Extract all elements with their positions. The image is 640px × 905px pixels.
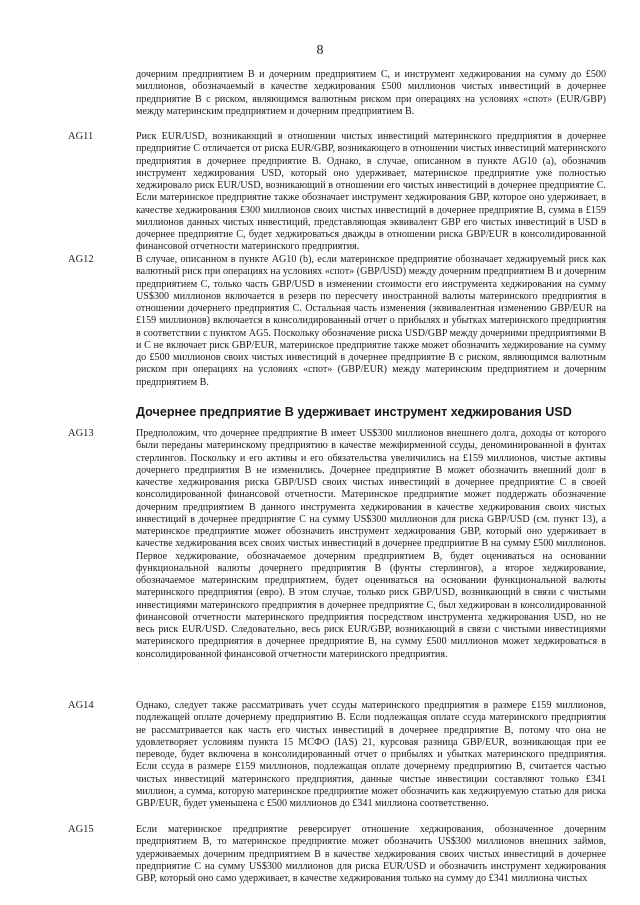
paragraph-ag11: [68, 131, 608, 254]
section-heading: Дочернее предприятие В удерживает инструмент хеджирования USD: [136, 405, 572, 419]
paragraph-label: AG13: [68, 428, 94, 439]
paragraph-text: Риск EUR/USD, возникающий в отношении чистых инвестиций материнского предприятия в дочернее предприятие С отличается от риска EUR/GBP, возникающего в отношении чистых инвестиций материнского предприятия в дочернее предприятие В. Однако, в случае, описанном в пункте AG10 (a), обозначив инструмент хеджирования USD, который оно удерживает, материнское предприятие уже полностью хеджировало риск EUR/USD, возникающий в отношении его чистых инвестиций в дочернее предприятие С. Если материнское предприятие также обозначает инструмент хеджирования GBP, которое оно удерживает, в качестве хеджирования £300 миллионов своих чистых инвестиций в дочернее предприятие В, сумма в £159 миллионов данных чистых инвестиций, представляющая эквивалент GBP его чистых инвестиций в USD в дочернее предприятие С, будет хеджироваться дважды в отношении риска GBP/EUR в консолидированной финансовой отчетности материнского предприятия.: [136, 131, 606, 253]
paragraph-ag15: [68, 824, 608, 885]
paragraph-text: Однако, следует также рассматривать учет ссуды материнского предприятия в размере £159 миллионов, подлежащей оплате дочернему предприятию В. Если подлежащая оплате ссуда материнского предприятия не рассматривается как часть его чистых инвестиций в дочернее предприятие В, потому что она не удовлетворяет условиям пункта 15 МСФО (IAS) 21, курсовая разница GBP/EUR, возникающая при ее переводе, будет включена в консолидированный отчет о прибылях и убытках материнского предприятия. Если ссуда в размере £159 миллионов, подлежащая оплате дочернему предприятию В, считается частью чистых инвестиций материнского предприятия, данные чистые инвестиции составляют только £341 миллион, а сумма, которую материнское предприятие может обозначить как хеджируемую статью для риска GBP/EUR, будет уменьшена с £500 миллионов до £341 миллиона соответственно.: [136, 700, 606, 809]
paragraph-label: AG14: [68, 700, 94, 711]
paragraph-text: Если материнское предприятие реверсирует отношение хеджирования, обозначенное дочерним предприятием В, то материнское предприятие может обозначить US$300 миллионов внешних займов, удерживаемых дочерним предприятием В в качестве хеджирования своих чистых инвестиций в дочернее предприятие С на сумму US$300 миллионов для риска EUR/USD и обозначить инструмент хеджирования GBP, который оно само удерживает, в качестве хеджирования только на сумму до £341 миллиона чистых: [136, 824, 606, 884]
paragraph-ag12: [68, 254, 608, 389]
paragraph-text: Предположим, что дочернее предприятие В имеет US$300 миллионов внешнего долга, доходы от которого были переданы материнскому предприятию в качестве межфирменной ссуды, деноминированной в фунтах стерлингов. Поскольку и его активы и его обязательства увеличились на £159 миллионов, чистые активы дочернего предприятия В не изменились. Дочернее предприятие В может обозначить внешний долг в качестве хеджирования риска GBP/USD своих чистых инвестиций в дочернее предприятие С в своей консолидированной финансовой отчетности. Материнское предприятие может поддержать обозначение дочерним предприятием В данного инструмента хеджирования в качестве хеджирования своих чистых инвестиций в дочернее предприятие С на сумму US$300 миллионов для риска GBP/USD (см. пункт 13), а материнское предприятие может обозначить инструмент хеджирования GBP, который оно удерживает в качестве хеджирования всех своих чистых инвестиций в дочернее предприятие В на сумму £500 миллионов. Первое хеджирование, обозначаемое дочерним предприятием В, будет оцениваться на основании функциональной валюты дочернего предприятия В (фунты стерлингов), а второе хеджирование, обозначаемое материнским предприятием, будет оцениваться на основании функциональной валюты материнского предприятия (евро). В этом случае, только риск GBP/USD, возникающий в связи с чистыми инвестициями материнского предприятия в дочернее предприятие С, был хеджирован в консолидированной финансовой отчетности материнского предприятия посредством инструмента хеджирования USD, но не весь риск EUR/USD. Следовательно, весь риск EUR/GBP, возникающий в связи с чистыми инвестициями материнского предприятия в дочернее предприятие В, на сумму £500 миллионов может хеджироваться в консолидированной финансовой отчетности материнского предприятия.: [136, 428, 606, 660]
paragraph-label: AG12: [68, 254, 94, 265]
paragraph-label: AG11: [68, 131, 94, 142]
paragraph-ag14: [68, 700, 608, 810]
page-number: 8: [316, 43, 324, 58]
paragraph-label: AG15: [68, 824, 94, 835]
paragraph-ag13: [68, 428, 608, 661]
paragraph-text: В случае, описанном в пункте AG10 (b), если материнское предприятие обозначает хеджируемый риск как валютный риск при операциях на условиях «спот» (GBP/USD) между дочерним предприятием В и дочерним предприятием С, только часть GBP/USD в изменении стоимости его инструмента хеджирования на сумму US$300 миллионов включается в резерв по пересчету иностранной валюты материнского предприятия в отношении дочернего предприятия С. Остальная часть изменения (эквивалентная изменению GBP/EUR на £159 миллионов) включается в консолидированный отчет о прибылях и убытках материнского предприятия в соответствии с пунктом AG5. Поскольку обозначение риска USD/GBP между дочерними предприятиями В и С не включает риск GBP/EUR, материнское предприятие также может обозначить хеджирование на сумму до £500 миллионов своих чистых инвестиций в дочернее предприятие В с риском, являющимся валютным риском при операциях на условиях «спот» (GBP/EUR) между материнским предприятием и дочерним предприятием В.: [136, 254, 606, 388]
continuation-paragraph: дочерним предприятием В и дочерним предприятием С, и инструмент хеджирования на сумму до £500 миллионов, обозначаемый в качестве хеджирования £500 миллионов чистых инвестиций в дочернее предприятие В с риском, являющимся валютным риском при операциях на условиях «спот» (EUR/GBP) между материнским предприятием и дочерним предприятием В.: [136, 69, 606, 117]
